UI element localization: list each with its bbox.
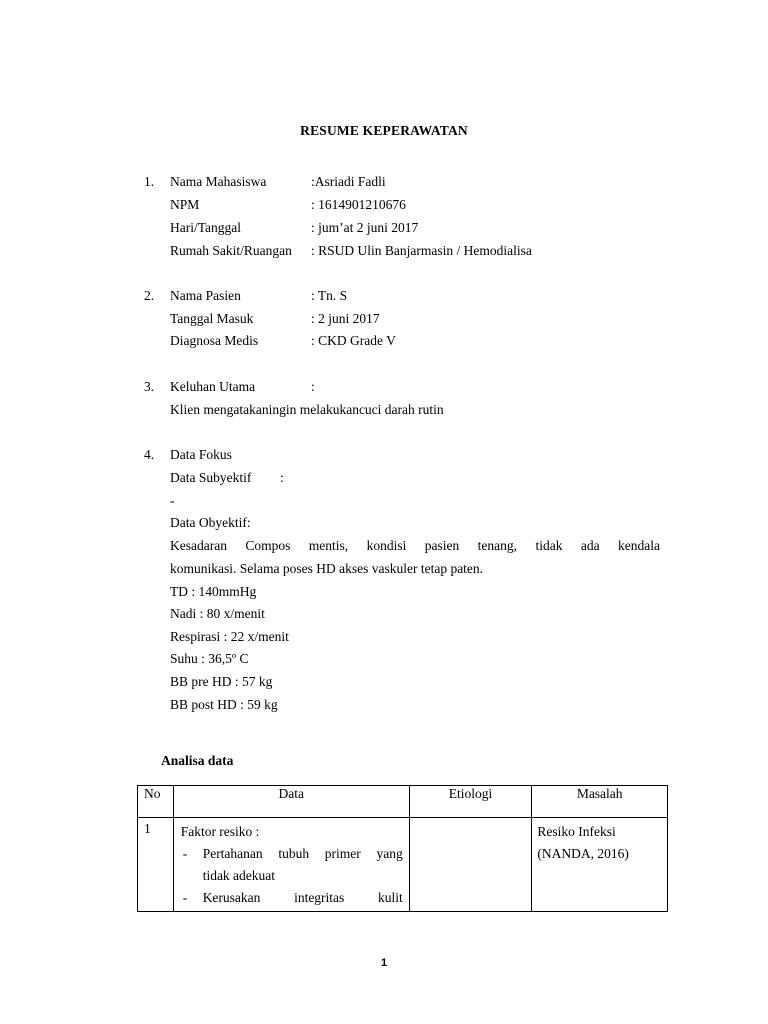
vital-respirasi: Respirasi : 22 x/menit [170, 629, 289, 644]
data-subyektif-value: - [170, 493, 175, 508]
list-item [181, 887, 403, 909]
keluhan-utama-colon: : [311, 379, 315, 394]
tanggal-masuk-label: Tanggal Masuk [170, 311, 254, 326]
item-2-line-1: Kerusakan integritas kulit [202, 890, 403, 905]
header-data: Data [173, 786, 409, 818]
item-1-line-2: tidak adekuat [202, 868, 276, 883]
masalah-line-2: (NANDA, 2016) [537, 846, 629, 861]
analisa-data-table [137, 785, 668, 912]
keluhan-utama-label: Keluhan Utama [170, 379, 256, 394]
nama-mahasiswa-label: Nama Mahasiswa [170, 174, 267, 189]
data-obyektif-line-2: komunikasi. Selama poses HD akses vaskuler tetap paten. [170, 561, 484, 576]
row-1-data [173, 818, 409, 912]
vital-td: TD : 140mmHg [170, 584, 257, 599]
hari-tanggal-label: Hari/Tanggal [170, 220, 242, 235]
item-1-line-1: Pertahanan tubuh primer yang [202, 846, 403, 861]
vital-bb-post: BB post HD : 59 kg [170, 697, 278, 712]
nama-pasien-label: Nama Pasien [170, 288, 241, 303]
diagnosa-medis-value: : CKD Grade V [311, 333, 396, 348]
tanggal-masuk-value: : 2 juni 2017 [311, 311, 380, 326]
keluhan-utama-text: Klien mengatakaningin melakukancuci darah rutin [170, 402, 444, 417]
data-obyektif-line-1: Kesadaran Compos mentis, kondisi pasien tenang, tidak ada kendala [170, 538, 660, 553]
npm-label: NPM [170, 197, 200, 212]
diagnosa-medis-label: Diagnosa Medis [170, 333, 259, 348]
nama-mahasiswa-value: :Asriadi Fadli [311, 174, 386, 189]
data-subyektif-colon: : [280, 470, 284, 485]
document-title: RESUME KEPERAWATAN [300, 123, 468, 138]
hari-tanggal-value: : jum’at 2 juni 2017 [311, 220, 419, 235]
list-item [181, 843, 403, 887]
table-header-row [138, 786, 668, 818]
masalah-line-1: Resiko Infeksi [537, 824, 616, 839]
rumah-sakit-label: Rumah Sakit/Ruangan [170, 243, 292, 258]
row-1-no: 1 [138, 818, 174, 912]
header-masalah: Masalah [532, 786, 668, 818]
data-obyektif-label: Data Obyektif: [170, 515, 251, 530]
section-1-number: 1. [144, 174, 155, 189]
npm-value: : 1614901210676 [311, 197, 406, 212]
section-2-number: 2. [144, 288, 155, 303]
faktor-resiko-title: Faktor resiko : [180, 824, 260, 839]
data-subyektif-label: Data Subyektif [170, 470, 252, 485]
row-1-etiologi [409, 818, 532, 912]
data-fokus-heading: Data Fokus [170, 447, 232, 462]
header-no: No [138, 786, 174, 818]
analisa-data-heading: Analisa data [161, 753, 234, 768]
page-number: 1 [380, 957, 388, 969]
rumah-sakit-value: : RSUD Ulin Banjarmasin / Hemodialisa [311, 243, 532, 258]
section-4-number: 4. [144, 447, 155, 462]
list-dash: - [182, 890, 188, 905]
vital-nadi: Nadi : 80 x/menit [170, 606, 265, 621]
table-row [138, 818, 668, 912]
header-etiologi: Etiologi [409, 786, 532, 818]
list-dash: - [182, 846, 188, 861]
vital-bb-pre: BB pre HD : 57 kg [170, 674, 273, 689]
nama-pasien-value: : Tn. S [311, 288, 348, 303]
row-1-masalah [532, 818, 668, 912]
section-3-number: 3. [144, 379, 155, 394]
vital-suhu: Suhu : 36,5º C [170, 651, 249, 666]
